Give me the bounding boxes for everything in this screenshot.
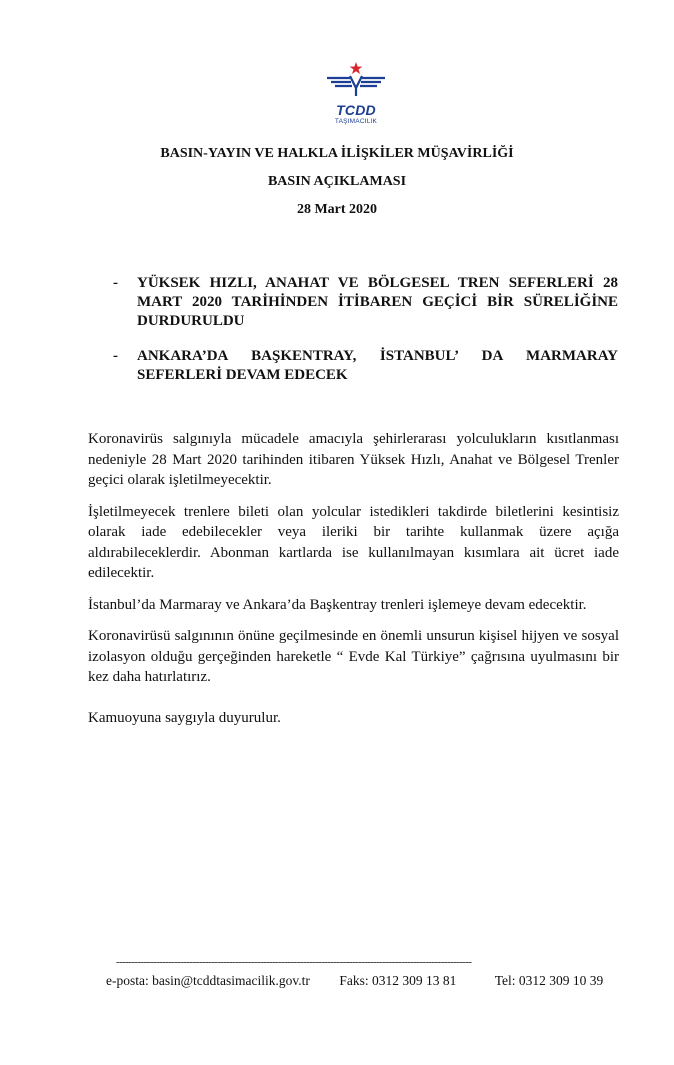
logo-wordmark: TCDD xyxy=(336,102,376,118)
star-icon xyxy=(350,62,363,74)
footer-divider: -------------------------------------------------------------------------------------------------------------------- xyxy=(116,956,472,968)
wings-icon xyxy=(327,76,385,96)
bullet-dash: - xyxy=(113,348,118,364)
bullet-dash: - xyxy=(113,275,118,291)
document-type: BASIN AÇIKLAMASI xyxy=(267,174,407,189)
document-date: 28 Mart 2020 xyxy=(296,202,378,217)
highlight-text: YÜKSEK HIZLI, ANAHAT VE BÖLGESEL TREN SEFERLERİ 28 MART 2020 TARİHİNDEN İTİBAREN GEÇİCİ BİR SÜRELİĞİNE DURDURULDU xyxy=(137,275,618,329)
department-title: BASIN-YAYIN VE HALKLA İLİŞKİLER MÜŞAVİRLİĞİ xyxy=(160,146,514,161)
highlights-list xyxy=(113,274,618,401)
footer-fax: Faks: 0312 309 13 81 xyxy=(339,973,457,988)
footer-contacts xyxy=(106,973,603,989)
body-paragraph: Koronavirüsü salgınının önüne geçilmesinde en önemli unsurun kişisel hijyen ve sosyal izolasyon olduğu gerçeğinden hareketle “ Evde Kal Türkiye” çağrısına uyulmasını bir kez daha hatırlatırız. xyxy=(88,628,619,685)
highlight-item xyxy=(113,347,618,385)
highlight-item xyxy=(113,274,618,331)
highlight-text: ANKARA’DA BAŞKENTRAY, İSTANBUL’ DA MARMARAY SEFERLERİ DEVAM EDECEK xyxy=(137,348,618,383)
tcdd-emblem-icon xyxy=(323,58,389,102)
body-paragraph: İşletilmeyecek trenlere bileti olan yolcular istedikleri takdirde biletlerini kesintisiz olarak iade edebilecekler veya ileriki bir tarihte kullanmak üzere açığa aldırabileceklerdir. Abonman kartlarda ise kullanılmayan kısımlara ait ücret iade edilecektir. xyxy=(88,503,619,581)
closing-line: Kamuoyuna saygıyla duyurulur. xyxy=(88,709,281,726)
logo-subtitle: TAŞIMACILIK xyxy=(334,118,378,125)
press-release-body xyxy=(88,429,619,739)
tcdd-logo xyxy=(323,58,389,130)
body-paragraph: Koronavirüs salgınıyla mücadele amacıyla şehirlerarası yolculukların kısıtlanması nedeniyle 28 Mart 2020 tarihinden itibaren Yüksek Hızlı, Anahat ve Bölgesel Trenler geçici olarak işletilmeyecektir. xyxy=(88,431,619,488)
body-paragraph: İstanbul’da Marmaray ve Ankara’da Başkentray trenleri işlemeye devam edecektir. xyxy=(88,596,587,613)
footer-phone: Tel: 0312 309 10 39 xyxy=(494,973,604,988)
footer-email: e-posta: basin@tcddtasimacilik.gov.tr xyxy=(106,973,310,988)
